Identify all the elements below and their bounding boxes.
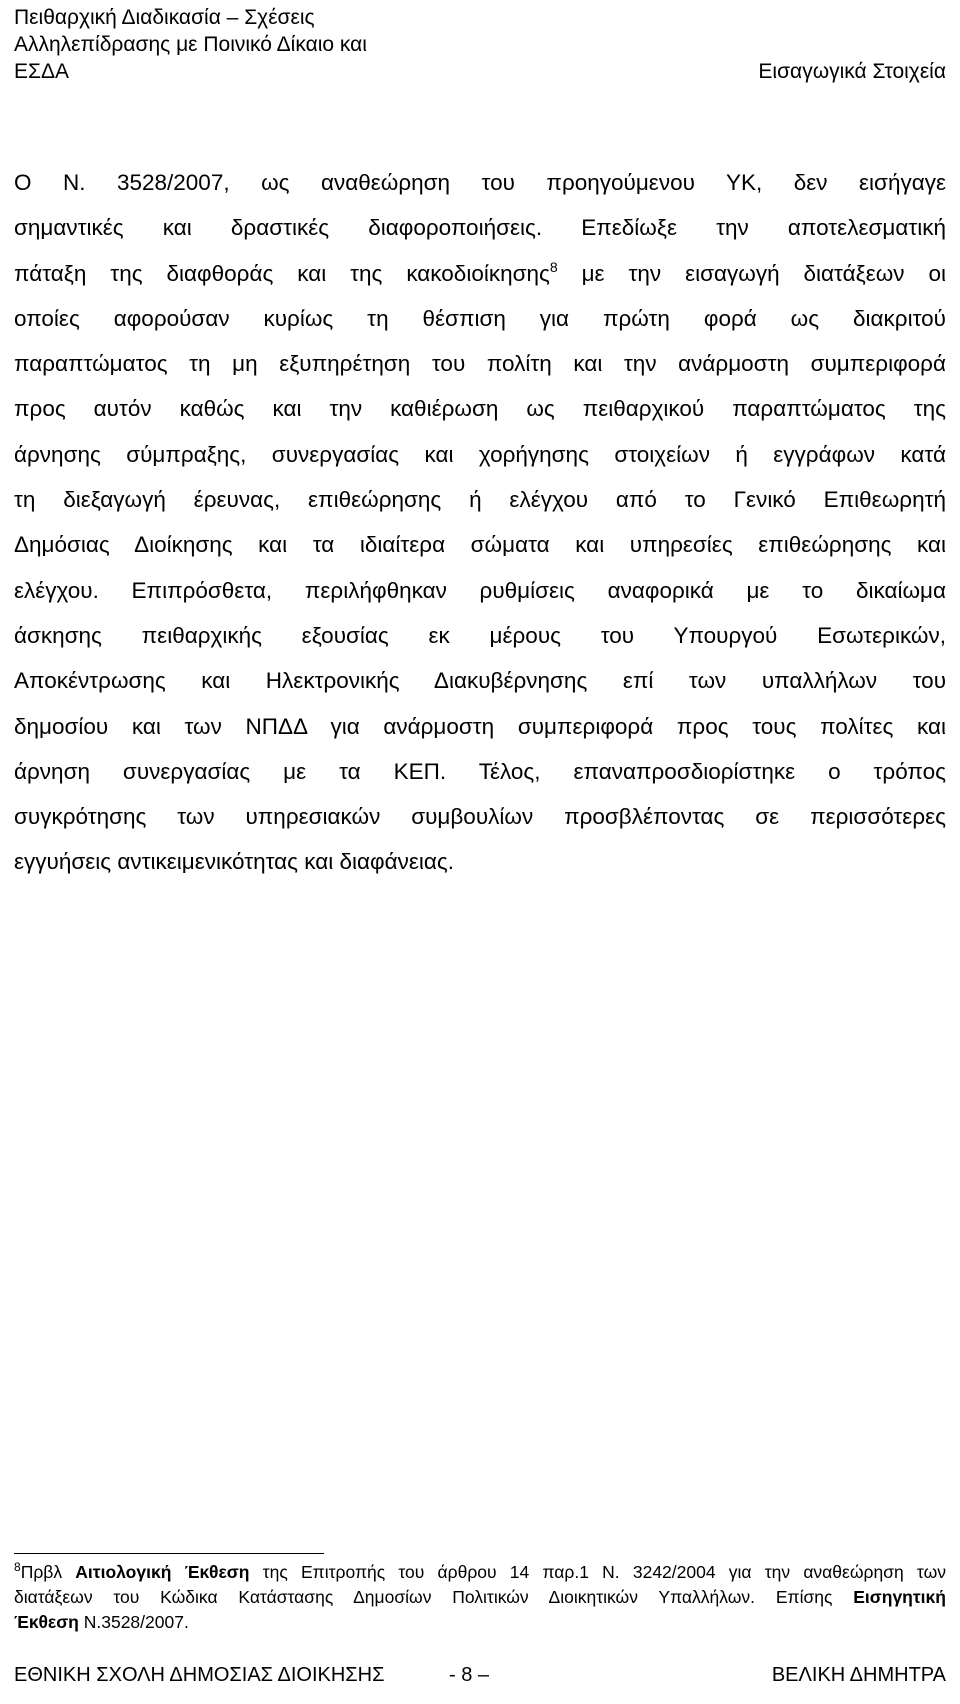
paragraph-line: Αποκέντρωσης και Ηλεκτρονικής Διακυβέρνησης επί των υπαλλήλων του	[14, 668, 946, 694]
paragraph-line: άσκησης πειθαρχικής εξουσίας εκ μέρους του Υπουργού Εσωτερικών,	[14, 622, 946, 648]
paragraph-line: άρνηση συνεργασίας με τα ΚΕΠ. Τέλος, επαναπροσδιορίστηκε ο τρόπος	[14, 758, 946, 784]
page-footer	[14, 1662, 946, 1688]
page-header	[14, 4, 946, 85]
document-title	[14, 4, 367, 85]
section-title: Εισαγωγικά Στοιχεία	[758, 60, 946, 83]
body-paragraph	[14, 160, 946, 885]
paragraph-line: παραπτώματος τη μη εξυπηρέτηση του πολίτη και την ανάρμοστη συμπεριφορά	[14, 351, 946, 377]
footnote-line	[14, 1610, 946, 1635]
paragraph-line: Ο Ν. 3528/2007, ως αναθεώρηση του προηγούμενου ΥΚ, δεν εισήγαγε	[14, 170, 946, 195]
paragraph-line: οποίες αφορούσαν κυρίως τη θέσπιση για πρώτη φορά ως διακριτού	[14, 305, 946, 331]
paragraph-line: εγγυήσεις αντικειμενικότητας και διαφάνειας.	[14, 849, 455, 875]
footnote-text: διατάξεων του Κώδικα Κατάστασης Δημοσίων Πολιτικών Διοικητικών Υπαλλήλων. Επίσης	[14, 1587, 854, 1607]
paragraph-line: Δημόσιας Διοίκησης και τα ιδιαίτερα σώματα και υπηρεσίες επιθεώρησης και	[14, 532, 946, 558]
paragraph-line: δημοσίου και των ΝΠΔΔ για ανάρμοστη συμπεριφορά προς τους πολίτες και	[14, 713, 946, 739]
page-number: - 8 –	[449, 1664, 490, 1686]
paragraph-line: άρνησης σύμπραξης, συνεργασίας και χορήγησης στοιχείων ή εγγράφων κατά	[14, 441, 946, 467]
title-line-2: Αλληλεπίδρασης με Ποινικό Δίκαιο και	[14, 33, 367, 56]
paragraph-line: συγκρότησης των υπηρεσιακών συμβουλίων προσβλέποντας σε περισσότερες	[14, 804, 946, 830]
footer-author: ΒΕΛΙΚΗ ΔΗΜΗΤΡΑ	[771, 1664, 946, 1686]
footnote-mark: 8	[14, 1560, 21, 1574]
paragraph-text: με την εισαγωγή διατάξεων οι	[557, 260, 947, 286]
title-line-3: ΕΣΔΑ	[14, 60, 70, 83]
footnote-bold-text: Αιτιολογική Έκθεση	[75, 1562, 250, 1582]
title-line-1: Πειθαρχική Διαδικασία – Σχέσεις	[14, 6, 315, 29]
paragraph-line: τη διεξαγωγή έρευνας, επιθεώρησης ή ελέγχου από το Γενικό Επιθεωρητή	[14, 487, 946, 513]
paragraph-line-with-footnote	[14, 251, 946, 296]
footnote-separator	[14, 1553, 324, 1554]
footnote-line	[14, 1585, 946, 1610]
footnote-text: Ν.3528/2007.	[78, 1612, 189, 1632]
footer-institution: ΕΘΝΙΚΗ ΣΧΟΛΗ ΔΗΜΟΣΙΑΣ ΔΙΟΙΚΗΣΗΣ	[14, 1664, 385, 1686]
footnote-line	[14, 1560, 946, 1585]
footnote-text: της Επιτροπής του άρθρου 14 παρ.1 Ν. 3242/2004 για την αναθεώρηση των	[249, 1562, 946, 1582]
paragraph-line: σημαντικές και δραστικές διαφοροποιήσεις. Επεδίωξε την αποτελεσματική	[14, 215, 946, 241]
footnote-bold-text: Έκθεση	[14, 1612, 79, 1632]
paragraph-text: πάταξη της διαφθοράς και της κακοδιοίκησης	[14, 260, 550, 286]
paragraph-line: προς αυτόν καθώς και την καθιέρωση ως πειθαρχικού παραπτώματος της	[14, 396, 946, 422]
footnote-reference[interactable]: 8	[549, 258, 558, 275]
footnote-text: Πρβλ	[20, 1562, 76, 1582]
footnote	[14, 1560, 946, 1635]
paragraph-line: ελέγχου. Επιπρόσθετα, περιλήφθηκαν ρυθμίσεις αναφορικά με το δικαίωμα	[14, 577, 946, 603]
footnote-bold-text: Εισηγητική	[853, 1587, 946, 1607]
